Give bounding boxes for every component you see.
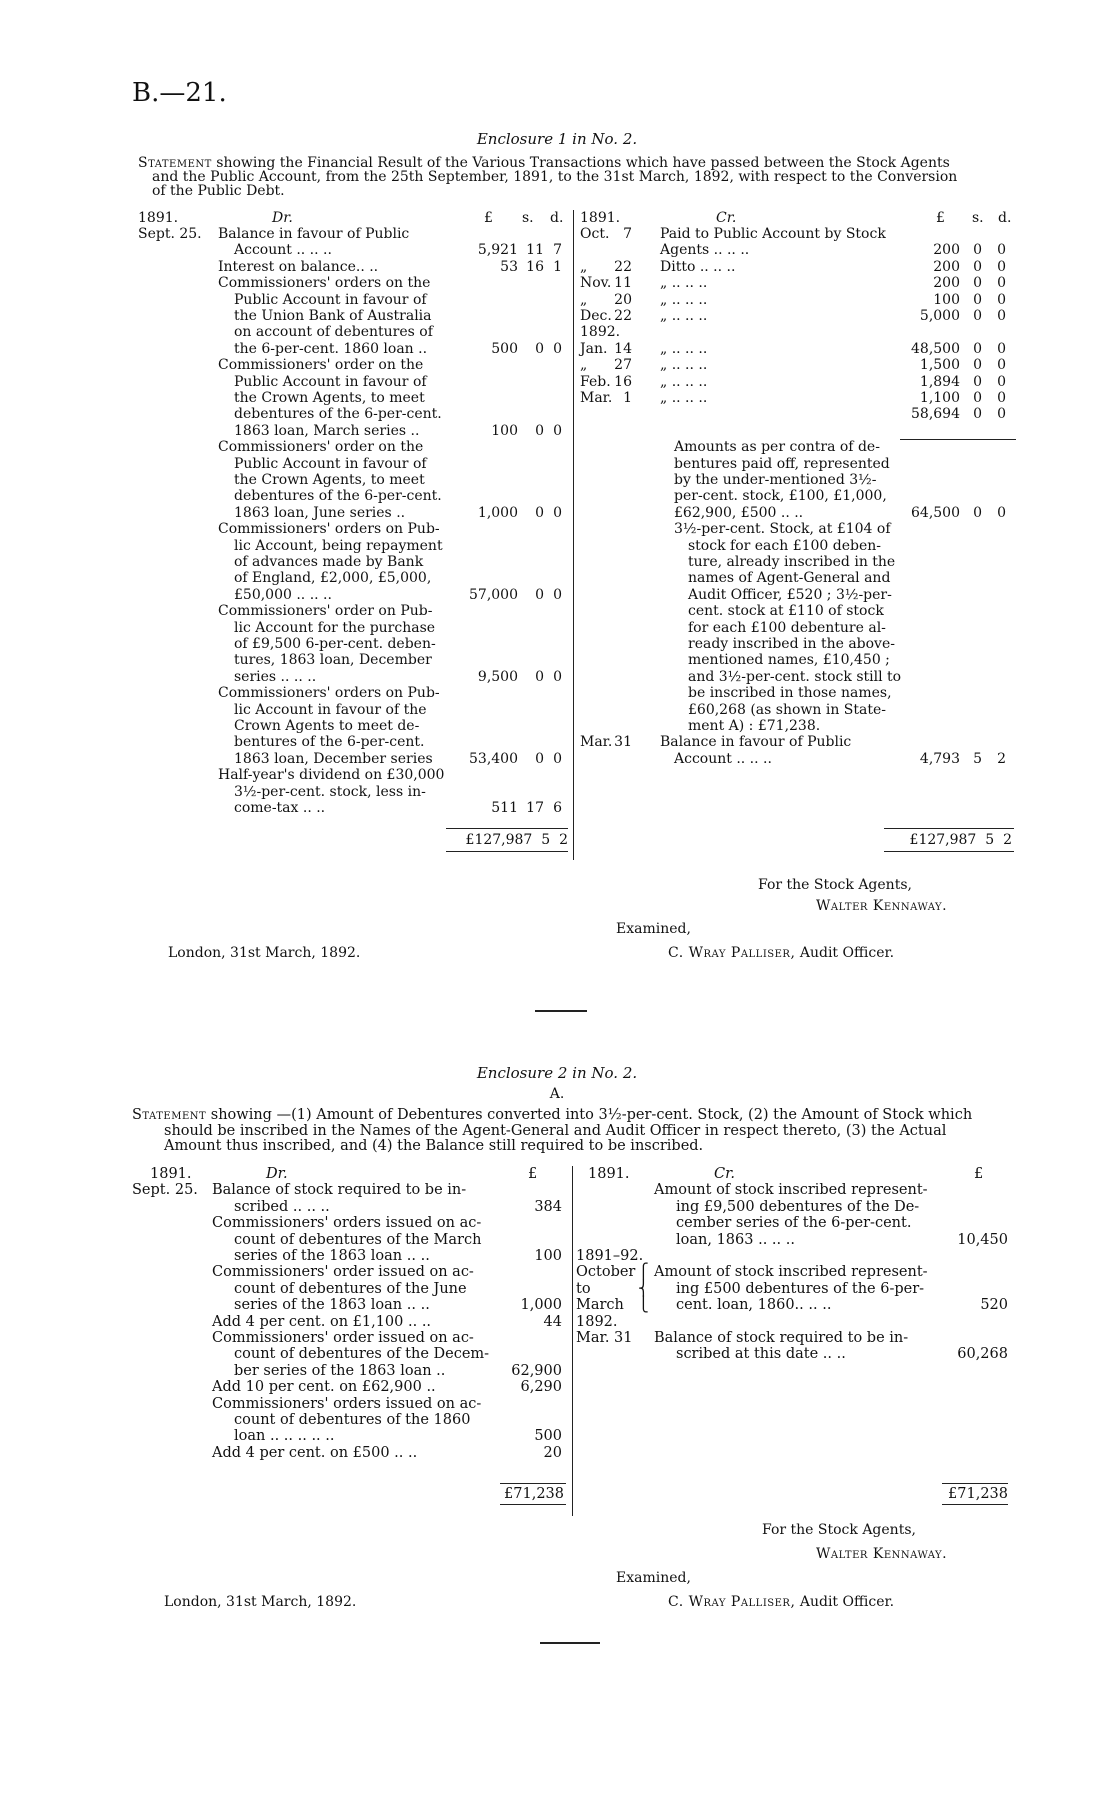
dr-col-pence: d.	[550, 210, 564, 226]
entry-shillings: 0	[535, 586, 544, 603]
entry-text: cent. stock at £110 of stock	[688, 603, 884, 620]
entry-text: lic Account, being repayment	[234, 537, 443, 554]
entry-text: Add 4 per cent. on £1,100 .. ..	[212, 1313, 432, 1330]
entry-pounds: 1,500	[919, 357, 960, 374]
entry-pounds: 200	[933, 275, 960, 292]
heading-statement: Statement	[132, 1107, 207, 1123]
entry-pounds: 384	[534, 1198, 562, 1215]
entry-text: scribed at this date .. ..	[676, 1346, 846, 1363]
entry-shillings: 0	[535, 750, 544, 767]
entry-pence: 7	[553, 242, 562, 259]
cr-subtotal-rule	[900, 439, 1016, 440]
entry-pence: 0	[997, 291, 1006, 308]
entry-text: 1863 loan, June series ..	[234, 504, 406, 521]
entry-text: Commissioners' order on the	[218, 357, 424, 374]
entry-pence: 0	[997, 258, 1006, 275]
cr-col-shillings: s.	[972, 210, 984, 226]
entry-text: Commissioners' orders issued on ac-	[212, 1215, 482, 1232]
entry-text: and 3½-per-cent. stock still to	[688, 668, 902, 685]
entry-shillings: 0	[973, 504, 982, 521]
enclosure-2-title: Enclosure 2 in No. 2.	[476, 1064, 638, 1082]
entry-month: to	[576, 1280, 591, 1297]
entry-month: Mar. 31	[576, 1330, 633, 1346]
entry-text: Commissioners' orders on the	[218, 275, 431, 292]
entry-text: cember series of the 6-per-cent.	[676, 1215, 912, 1232]
entry-text: £62,900, £500 .. ..	[674, 504, 804, 521]
entry-pence: 0	[553, 668, 562, 685]
entry-text: count of debentures of the March	[234, 1231, 482, 1248]
entry-text: bentures paid off, represented	[674, 455, 890, 472]
cr-label: Cr.	[714, 1166, 736, 1182]
sig2-for: For the Stock Agents,	[762, 1522, 916, 1538]
entry-pounds: 5,000	[919, 308, 960, 324]
entry-month: „	[580, 357, 588, 374]
entry-text: 3½-per-cent. Stock, at £104 of	[674, 521, 891, 538]
entry-pounds: 10,450	[957, 1231, 1008, 1248]
entry-text: Add 10 per cent. on £62,900 ..	[212, 1379, 436, 1396]
sig2-examined: Examined,	[616, 1570, 691, 1586]
dr-year: 1891.	[138, 210, 179, 226]
entry-text: Crown Agents to meet de-	[234, 718, 420, 734]
entry-pounds: 5,921	[477, 242, 518, 259]
entry-text: count of debentures of the June	[234, 1280, 467, 1297]
entry-text: come-tax .. ..	[234, 800, 326, 816]
entry-month: March	[576, 1297, 624, 1314]
entry-day: 31	[614, 734, 632, 751]
entry-pence: 0	[997, 406, 1006, 423]
entry-pence: 0	[553, 750, 562, 767]
entry-shillings: 0	[535, 340, 544, 357]
entry-pounds: 200	[933, 258, 960, 275]
entry-text: „ .. .. ..	[660, 291, 708, 308]
entry-text: Amount of stock inscribed represent-	[654, 1182, 928, 1199]
entry-day: 1	[623, 390, 632, 406]
entry-text: of England, £2,000, £5,000,	[234, 570, 432, 587]
enclosure-1-ledger	[0, 210, 1114, 870]
entry-pounds: 58,694	[911, 406, 960, 423]
entry-text: of £9,500 6-per-cent. deben-	[234, 636, 436, 652]
entry-month: Jan.	[580, 340, 608, 357]
entry-text: lic Account in favour of the	[234, 701, 427, 718]
entry-text: the Crown Agents, to meet	[234, 390, 425, 406]
entry-text: Audit Officer, £520 ; 3½-per-	[688, 586, 892, 603]
entry-text: Public Account in favour of	[234, 455, 427, 472]
entry-text: Commissioners' order issued on ac-	[212, 1330, 474, 1346]
sig1-place: London, 31st March, 1892.	[168, 945, 361, 961]
entry-text: Commissioners' order on the	[218, 439, 424, 456]
entry-day: 11	[614, 275, 632, 292]
entry-month: Oct.	[580, 226, 610, 242]
entry-text: ture, already inscribed in the	[688, 554, 896, 570]
cr-col-pounds: £	[936, 210, 945, 226]
entry-text: Add 4 per cent. on £500 .. ..	[212, 1444, 418, 1461]
entry-text: Public Account in favour of	[234, 373, 427, 390]
entry-text: Commissioners' order issued on ac-	[212, 1264, 474, 1281]
entry-text: series of the 1863 loan .. ..	[234, 1297, 430, 1314]
entry-pounds: 200	[933, 242, 960, 259]
entry-shillings: 0	[973, 357, 982, 374]
entry-text: tures, 1863 loan, December	[234, 652, 432, 669]
dr-total-rule-bottom	[446, 851, 568, 852]
entry-text: of advances made by Bank	[234, 554, 424, 570]
entry-text: Commissioners' orders on Pub-	[218, 685, 440, 702]
entry-shillings: 0	[973, 308, 982, 324]
entry-pounds: 62,900	[511, 1362, 562, 1379]
entry-text: £60,268 (as shown in State-	[688, 701, 887, 718]
entry-day: 16	[614, 373, 632, 390]
entry-pounds: 500	[534, 1428, 562, 1445]
entry-shillings: 0	[973, 373, 982, 390]
entry-shillings: 0	[973, 340, 982, 357]
dr-total-rule-top	[500, 1483, 566, 1484]
entry-text: „ .. .. ..	[660, 390, 708, 406]
sig2-name: Walter Kennaway.	[816, 1546, 948, 1562]
entry-text: „ .. .. ..	[660, 357, 708, 374]
sig1-name: Walter Kennaway.	[816, 898, 948, 914]
dr-total: £127,987 5 2	[465, 832, 568, 848]
entry-pence: 0	[553, 504, 562, 521]
entry-shillings: 0	[535, 422, 544, 439]
entry-text: mentioned names, £10,450 ;	[688, 652, 890, 669]
dr-col-pounds: £	[484, 210, 493, 226]
entry-pence: 0	[997, 340, 1006, 357]
entry-pence: 6	[553, 800, 562, 816]
entry-shillings: 0	[535, 668, 544, 685]
cr-total-rule-top	[884, 828, 1014, 829]
entry-pounds: 1,100	[919, 390, 960, 406]
entry-shillings: 0	[973, 258, 982, 275]
entry-pence: 0	[553, 340, 562, 357]
entry-text: by the under-mentioned 3½-	[674, 472, 877, 488]
entry-pounds: 511	[491, 800, 518, 816]
entry-text: ment A) : £71,238.	[688, 718, 821, 734]
section-separator-2	[540, 1642, 600, 1644]
entry-text: debentures of the 6-per-cent.	[234, 488, 442, 505]
entry-pence: 0	[997, 390, 1006, 406]
entry-text: be inscribed in those names,	[688, 685, 892, 702]
dr-label: Dr.	[272, 210, 293, 226]
entry-pence: 0	[553, 422, 562, 439]
entry-text: debentures of the 6-per-cent.	[234, 406, 442, 423]
entry-pounds: 64,500	[911, 504, 960, 521]
entry-pounds: 1,894	[919, 373, 960, 390]
entry-pence: 1	[553, 258, 562, 275]
entry-month: Mar.	[580, 390, 613, 406]
entry-text: Agents .. .. ..	[660, 242, 750, 259]
ledger-divider	[573, 210, 574, 860]
entry-pounds: 1,000	[477, 504, 518, 521]
entry-text: Amount of stock inscribed represent-	[654, 1264, 928, 1281]
entry-text: the Crown Agents, to meet	[234, 472, 425, 488]
entry-text: Ditto .. .. ..	[660, 258, 736, 275]
entry-pounds: 48,500	[911, 340, 960, 357]
enclosure-1-title: Enclosure 1 in No. 2.	[476, 130, 638, 148]
entry-pounds: 44	[543, 1313, 562, 1330]
entry-text: series of the 1863 loan .. ..	[234, 1248, 430, 1264]
entry-text: count of debentures of the 1860	[234, 1412, 471, 1428]
entry-pounds: 500	[491, 340, 518, 357]
entry-text: loan, 1863 .. .. ..	[676, 1231, 795, 1248]
cr-total-rule-bottom	[884, 851, 1014, 852]
cr-label: Cr.	[716, 210, 737, 226]
entry-text: per-cent. stock, £100, £1,000,	[674, 488, 887, 505]
sig2-place: London, 31st March, 1892.	[164, 1594, 357, 1610]
page-reference: B.—21.	[132, 78, 227, 108]
cr-total: £71,238	[948, 1486, 1008, 1502]
entry-text: on account of debentures of	[234, 324, 433, 341]
entry-pounds: 4,793	[919, 750, 960, 767]
entry-pence: 0	[997, 504, 1006, 521]
entry-text: Interest on balance.. ..	[218, 258, 379, 275]
entry-month: Nov.	[580, 275, 612, 292]
entry-shillings: 16	[526, 258, 544, 275]
entry-text: scribed .. .. ..	[234, 1198, 330, 1215]
sig1-for: For the Stock Agents,	[758, 877, 912, 893]
entry-shillings: 0	[973, 291, 982, 308]
entry-text: 1863 loan, December series	[234, 750, 433, 767]
dr-total-rule-top	[446, 828, 568, 829]
entry-shillings: 5	[973, 750, 982, 767]
entry-text: names of Agent-General and	[688, 570, 891, 587]
entry-pence: 0	[553, 586, 562, 603]
sig2-auditor: C. Wray Palliser, Audit Officer.	[668, 1594, 895, 1610]
entry-month: „	[580, 258, 588, 275]
enclosure-1-heading: Statement showing the Financial Result of the Various Transactions which have passed between the Stock Agents and the Public Account, from the 25th September, 1891, to the 31st March, 1892, with respect to the Conversion of the Public Debt.	[138, 155, 958, 199]
entry-text: Commissioners' order on Pub-	[218, 603, 433, 620]
entry-text: the Union Bank of Australia	[234, 308, 432, 324]
entry-pence: 0	[997, 242, 1006, 259]
section-separator-1	[535, 1010, 587, 1012]
sig1-auditor: C. Wray Palliser, Audit Officer.	[668, 945, 895, 961]
entry-shillings: 0	[973, 406, 982, 423]
cr-total-rule-bottom	[942, 1504, 1008, 1505]
entry-text: Commissioners' orders on Pub-	[218, 521, 440, 538]
entry-month: Feb.	[580, 373, 611, 390]
entry-day: 22	[614, 258, 632, 275]
entry-text: ready inscribed in the above-	[688, 636, 895, 652]
entry-text: Balance of stock required to be in-	[654, 1330, 909, 1346]
entry-text: ing £9,500 debentures of the De-	[676, 1198, 920, 1215]
dr-label: Dr.	[266, 1166, 288, 1182]
entry-pounds: 100	[933, 291, 960, 308]
entry-pence: 2	[997, 750, 1006, 767]
dr-date: Sept. 25.	[132, 1182, 198, 1199]
entry-text: Half-year's dividend on £30,000	[218, 767, 445, 784]
entry-pounds: 9,500	[477, 668, 518, 685]
dr-col-pounds: £	[528, 1166, 538, 1182]
cr-total-rule-top	[942, 1483, 1008, 1484]
entry-month: „	[580, 291, 588, 308]
dr-date: Sept. 25.	[138, 226, 202, 242]
dr-col-shillings: s.	[522, 210, 534, 226]
entry-pence: 0	[997, 275, 1006, 292]
entry-brace: ⎩	[638, 1297, 649, 1314]
entry-text: 3½-per-cent. stock, less in-	[234, 783, 426, 800]
entry-shillings: 0	[973, 390, 982, 406]
entry-text: Balance in favour of Public	[660, 734, 852, 751]
entry-text: lic Account for the purchase	[234, 619, 436, 636]
entry-month: October	[576, 1264, 636, 1281]
enclosure-2-ledger	[0, 1166, 1114, 1526]
entry-month: Mar.	[580, 734, 613, 751]
entry-text: Amounts as per contra of de-	[674, 439, 880, 456]
entry-pounds: 6,290	[520, 1379, 562, 1396]
entry-pounds: 1,000	[520, 1297, 562, 1314]
enclosure-2-heading: Statement showing —(1) Amount of Debentures converted into 3½-per-cent. Stock, (2) the Amount of Stock which should be inscribed in the Names of the Agent-General and Audit Officer in respect thereto, (3) the Actual Amount thus inscribed, and (4) the Balance still required to be inscribed.	[132, 1107, 973, 1154]
entry-pence: 0	[997, 373, 1006, 390]
entry-text: count of debentures of the Decem-	[234, 1346, 490, 1363]
entry-text: stock for each £100 deben-	[688, 537, 882, 554]
cr-year: 1891.	[580, 210, 621, 226]
entry-brace: ⎨	[638, 1280, 649, 1297]
entry-month: 1891–92.	[576, 1248, 644, 1264]
entry-text: Account .. .. ..	[234, 242, 332, 259]
entry-month: 1892.	[580, 324, 621, 341]
entry-text: Account .. .. ..	[674, 750, 772, 767]
ledger-divider	[572, 1166, 573, 1516]
entry-shillings: 17	[526, 800, 544, 816]
entry-day: 7	[623, 226, 632, 242]
entry-brace: ⎧	[638, 1264, 649, 1281]
heading-statement: Statement	[138, 155, 212, 171]
entry-pounds: 520	[980, 1297, 1008, 1314]
entry-month: 1892.	[576, 1313, 618, 1330]
entry-text: „ .. .. ..	[660, 308, 708, 324]
entry-text: £50,000 .. .. ..	[234, 586, 332, 603]
entry-text: „ .. .. ..	[660, 340, 708, 357]
cr-year: 1891.	[588, 1166, 630, 1182]
sig1-examined: Examined,	[616, 921, 691, 937]
entry-pounds: 53	[500, 258, 518, 275]
entry-shillings: 0	[973, 242, 982, 259]
entry-shillings: 11	[526, 242, 544, 259]
entry-text: Public Account in favour of	[234, 291, 427, 308]
entry-pounds: 57,000	[469, 586, 518, 603]
entry-text: ber series of the 1863 loan ..	[234, 1362, 446, 1379]
entry-text: Balance in favour of Public	[218, 226, 410, 242]
entry-text: loan .. .. .. .. ..	[234, 1428, 335, 1445]
entry-day: 27	[614, 357, 632, 374]
dr-total-rule-bottom	[500, 1504, 566, 1505]
entry-text: the 6-per-cent. 1860 loan ..	[234, 340, 428, 357]
entry-text: Commissioners' orders issued on ac-	[212, 1395, 482, 1412]
cr-col-pounds: £	[974, 1166, 984, 1182]
entry-text: ing £500 debentures of the 6-per-	[676, 1280, 925, 1297]
entry-text: Balance of stock required to be in-	[212, 1182, 467, 1199]
entry-pence: 0	[997, 357, 1006, 374]
entry-day: 14	[614, 340, 632, 357]
entry-text: for each £100 debenture al-	[688, 619, 886, 636]
enclosure-2-sub: A.	[549, 1086, 565, 1102]
cr-total: £127,987 5 2	[909, 832, 1012, 848]
entry-text: cent. loan, 1860.. .. ..	[676, 1297, 832, 1314]
entry-month: Dec.	[580, 308, 612, 324]
entry-pounds: 100	[491, 422, 518, 439]
entry-shillings: 0	[973, 275, 982, 292]
entry-day: 22	[614, 308, 632, 324]
entry-text: 1863 loan, March series ..	[234, 422, 420, 439]
entry-text: Paid to Public Account by Stock	[660, 226, 886, 242]
entry-pounds: 60,268	[957, 1346, 1008, 1363]
dr-total: £71,238	[504, 1486, 564, 1502]
entry-pounds: 100	[534, 1248, 562, 1264]
entry-text: „ .. .. ..	[660, 275, 708, 292]
cr-col-pence: d.	[998, 210, 1012, 226]
entry-day: 20	[614, 291, 632, 308]
entry-text: series .. .. ..	[234, 668, 317, 685]
entry-pounds: 53,400	[469, 750, 518, 767]
entry-pence: 0	[997, 308, 1006, 324]
dr-year: 1891.	[150, 1166, 192, 1182]
entry-text: „ .. .. ..	[660, 373, 708, 390]
entry-shillings: 0	[535, 504, 544, 521]
entry-pounds: 20	[543, 1444, 562, 1461]
entry-text: bentures of the 6-per-cent.	[234, 734, 425, 751]
